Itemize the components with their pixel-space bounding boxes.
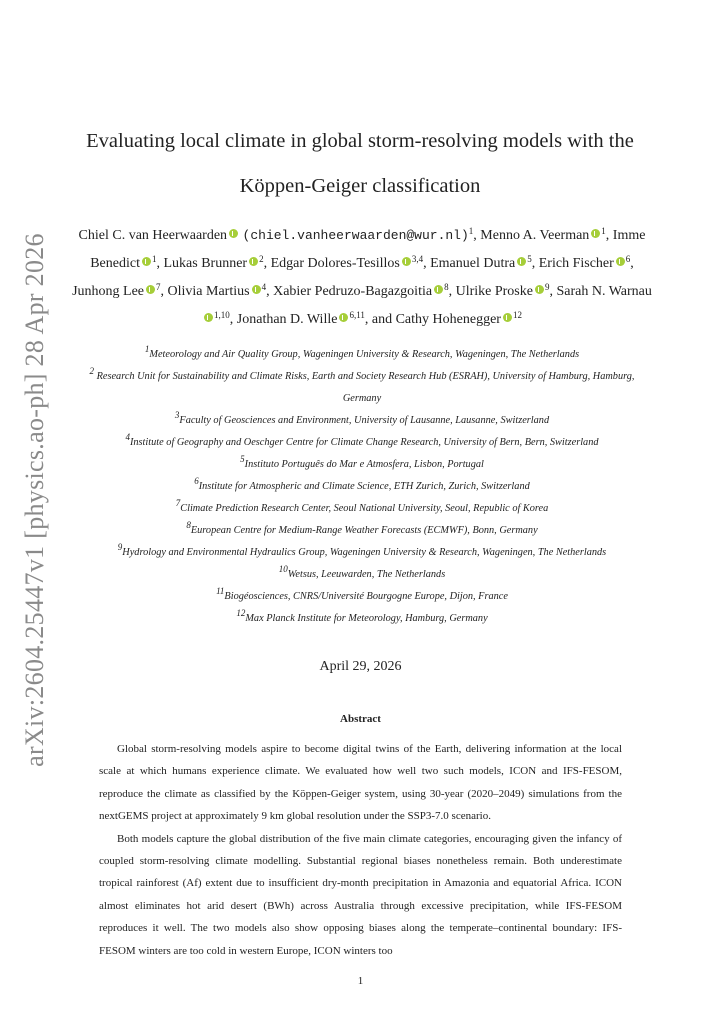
orcid-icon[interactable] [535, 285, 544, 294]
affiliation-list [72, 344, 652, 630]
affiliation-item [72, 454, 652, 476]
abstract-paragraph-2: Both models capture the global distribution of the five main climate categories, encouraging given the infancy of coupled storm-resolving climate modelling. Substantial regional biases nonetheless remain. Both underestimate tropical rainforest (Af) extent due to insufficient dry-month precipitation in Amazonia and equatorial Africa. ICON almost eliminates hot arid desert (BWh) across Australia through excessive precipitation, while IFS-FESOM reproduces it well. The two models also show opposing biases along the temperate–continental boundary: IFS-FESOM winters are too cold in western Europe, ICON winters too [99, 832, 622, 957]
affiliation-number: 7 [175, 498, 181, 508]
affiliation-text: Climate Prediction Research Center, Seoul National University, Seoul, Republic of Korea [180, 503, 549, 514]
author-affiliation-marker: 1,10 [214, 310, 230, 320]
author-affiliation-marker: 3,4 [411, 254, 424, 264]
orcid-icon[interactable] [517, 257, 526, 266]
affiliation-item [72, 586, 652, 608]
author-name: Emanuel Dutra [430, 256, 516, 271]
affiliation-text: Max Planck Institute for Meteorology, Hamburg, Germany [245, 613, 488, 624]
affiliation-number: 4 [125, 432, 130, 442]
affiliation-text: Hydrology and Environmental Hydraulics Group, Wageningen University & Research, Wageningen, The Netherlands [122, 547, 607, 558]
orcid-icon[interactable] [146, 285, 155, 294]
abstract-paragraph-1: Global storm-resolving models aspire to become digital twins of the Earth, delivering information at the local scale at which humans experience climate. We evaluated how well two such models, ICON and IFS-FESOM, reproduce the climate as classified by the Köppen-Geiger system, using 30-year (2020–2049) simulations from the nextGEMS project at approximately 9 km global resolution under the SSP3-7.0 scenario. [99, 743, 622, 823]
page-number: 1 [357, 975, 364, 987]
author-affiliation-marker: 8 [444, 282, 449, 292]
affiliation-text: Instituto Português do Mar e Atmosfera, Lisbon, Portugal [244, 459, 484, 470]
orcid-icon[interactable] [204, 313, 213, 322]
affiliation-item [72, 366, 652, 410]
author-affiliation-marker: 1 [151, 254, 157, 264]
affiliation-number: 3 [174, 410, 180, 420]
author-name: Imme Benedict [90, 228, 646, 271]
author-affiliation-marker: 6 [625, 254, 631, 264]
affiliation-item [72, 344, 652, 366]
paper-title-line-2: Köppen-Geiger classification [239, 175, 481, 197]
publication-date: April 29, 2026 [319, 659, 402, 674]
author-affiliation-marker: 12 [512, 310, 522, 320]
affiliation-number: 5 [240, 454, 245, 464]
author-name: Xabier Pedruzo-Bagazgoitia [273, 284, 433, 299]
affiliation-text: Wetsus, Leeuwarden, The Netherlands [287, 569, 446, 580]
affiliation-item [72, 608, 652, 630]
affiliation-text: Faculty of Geosciences and Environment, University of Lausanne, Lausanne, Switzerland [179, 415, 550, 426]
author-email[interactable]: (chiel.vanheerwaarden@wur.nl) [242, 228, 469, 243]
affiliation-item [72, 542, 652, 564]
orcid-icon[interactable] [434, 285, 443, 294]
abstract-body [99, 738, 622, 962]
author-name: Menno A. Veerman [480, 228, 590, 243]
orcid-icon[interactable] [252, 285, 261, 294]
affiliation-number: 1 [144, 344, 150, 354]
affiliation-number: 9 [117, 542, 123, 552]
author-name: Chiel C. van Heerwaarden [78, 228, 228, 243]
affiliation-text: Research Unit for Sustainability and Climate Risks, Earth and Society Research Hub (ESRAH), University of Hamburg, Hamburg, Germany [96, 371, 635, 404]
affiliation-text: Institute for Atmospheric and Climate Science, ETH Zurich, Zurich, Switzerland [198, 481, 530, 492]
orcid-icon[interactable] [339, 313, 348, 322]
author-name: Edgar Dolores-Tesillos [270, 256, 400, 271]
author-affiliation-marker: 1 [601, 226, 606, 236]
affiliation-item [72, 410, 652, 432]
affiliation-number: 11 [216, 586, 225, 596]
affiliation-item [72, 520, 652, 542]
author-name: Olivia Martius [167, 284, 250, 299]
affiliation-text: European Centre for Medium-Range Weather Forecasts (ECMWF), Bonn, Germany [190, 525, 538, 536]
author-name: Ulrike Proske [455, 284, 533, 299]
orcid-icon[interactable] [142, 257, 151, 266]
orcid-icon[interactable] [503, 313, 512, 322]
affiliation-number: 12 [236, 608, 246, 618]
author-name: Sarah N. Warnau [556, 284, 652, 299]
author-name: Erich Fischer [538, 256, 614, 271]
author-list: Chiel C. van Heerwaarden (chiel.vanheerwaarden@wur.nl)$^1$, Menno A. Veerman $^1$, Imme Benedict $^1$, Lukas Brunner $^2$, Edgar Dolores-Tesillos $^{3,4}$, Emanuel Dutra $^5$, Erich Fischer $^6$, Junhong Lee $^7$, Olivia Martius $^4$, Xabier Pedruzo-Bagazgoitia $^8$, Ulrike Proske $^9$, Sarah N. Warnau$^{1,10}$, Jonathan D. Wille $^{6,11}$, and Cathy Hohenegger $^{12}$ [72, 226, 652, 327]
abstract-heading: Abstract [340, 713, 381, 725]
affiliation-number: 6 [194, 476, 199, 486]
affiliation-number: 2 [89, 366, 95, 376]
affiliation-text: Institute of Geography and Oeschger Centre for Climate Change Research, University of Bern, Bern, Switzerland [129, 437, 599, 448]
author-affiliation-marker: 5 [527, 254, 532, 264]
author-affiliation-marker: 7 [156, 282, 161, 292]
author-affiliation-marker: 4 [261, 282, 267, 292]
author-name: Cathy Hohenegger [395, 312, 501, 327]
orcid-icon[interactable] [616, 257, 625, 266]
affiliation-item [72, 476, 652, 498]
orcid-icon[interactable] [402, 257, 411, 266]
orcid-icon[interactable] [229, 229, 238, 238]
arxiv-identifier-stamp: arXiv:2604.25447v1 [physics.ao-ph] 28 Apr 2026 [20, 233, 49, 767]
author-affiliation-marker: 6,11 [349, 310, 365, 320]
author-name: Jonathan D. Wille [236, 312, 338, 327]
author-affiliation-marker: 1 [468, 226, 474, 236]
author-name: Lukas Brunner [163, 256, 248, 271]
author-affiliation-marker: 2 [259, 254, 264, 264]
orcid-icon[interactable] [249, 257, 258, 266]
affiliation-number: 10 [278, 564, 288, 574]
author-affiliation-marker: 9 [544, 282, 550, 292]
affiliation-text: Meteorology and Air Quality Group, Wageningen University & Research, Wageningen, The Netherlands [149, 349, 580, 360]
affiliation-item [72, 498, 652, 520]
affiliation-number: 8 [186, 520, 191, 530]
author-name: Junhong Lee [72, 284, 145, 299]
affiliation-item [72, 564, 652, 586]
orcid-icon[interactable] [591, 229, 600, 238]
affiliation-item [72, 432, 652, 454]
affiliation-text: Biogéosciences, CNRS/Université Bourgogne Europe, Dijon, France [224, 591, 508, 602]
paper-title-line-1: Evaluating local climate in global storm-resolving models with the [86, 130, 634, 152]
